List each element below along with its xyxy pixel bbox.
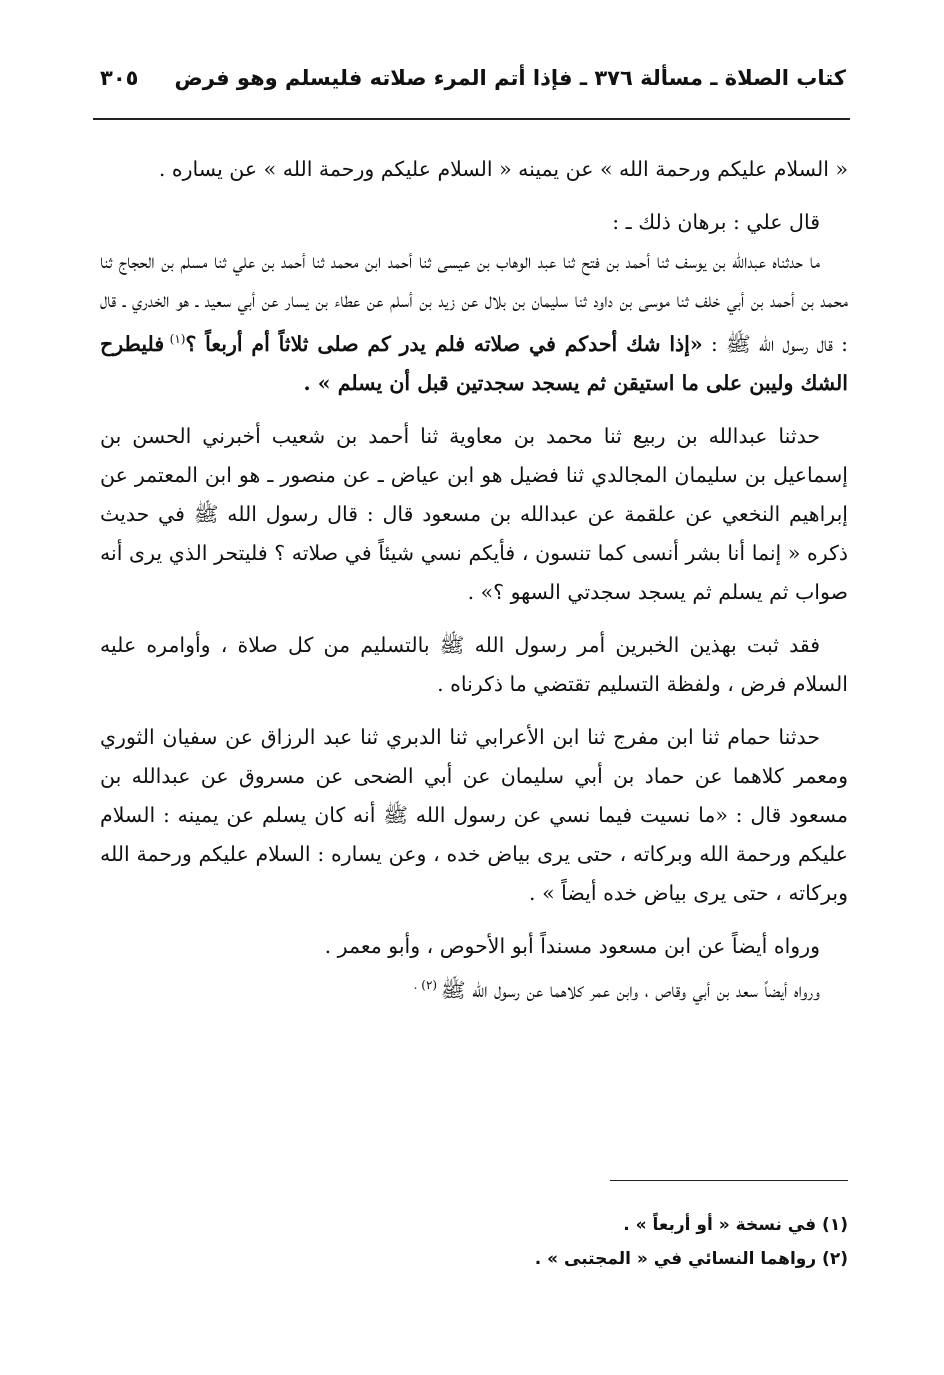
text-run: ما حدثناه عبدالله بن يوسف ثنا أحمد بن فتح ثنا عبد الوهاب بن عيسى ثنا أحمد ابن محمد ثنا أحمد بن علي ثنا مسلم بن الحجاج ثنا محمد بن أحمد بن أبي خلف ثنا موسى بن داود ثنا سليمان بن بلال عن زيد بن أسلم عن عطاء بن يسار عن أبي سعيد ـ هو الخدري ـ قال : قال رسول الله ﷺ : — [100, 249, 848, 356]
footnote-ref: (١) — [164, 332, 186, 346]
footnote-ref: (٢) . — [413, 977, 441, 992]
hadith-text: فليطرح الشك وليبن على ما استيقن ثم يسجد سجدتين قبل أن يسلم » . — [100, 331, 848, 395]
footnote-divider — [610, 1180, 848, 1181]
paragraph — [100, 927, 848, 966]
footnote-item: (١) في نسخة « أو أربعاً » . — [623, 1215, 848, 1235]
paragraph — [100, 966, 848, 1010]
paragraph — [100, 150, 848, 189]
paragraph — [100, 626, 848, 704]
text-run: قال علي : برهان ذلك ـ : — [612, 210, 820, 234]
text-run: فقد ثبت بهذين الخبرين أمر رسول الله ﷺ بالتسليم من كل صلاة ، وأوامره عليه السلام فرض ، ولفظة التسليم تقتضي ما ذكرناه . — [100, 632, 848, 696]
page-header — [100, 62, 846, 104]
footnotes — [100, 1208, 848, 1276]
text-run: ورواه أيضاً عن ابن مسعود مسنداً أبو الأحوص ، وأبو معمر . — [324, 933, 820, 958]
hadith-text: «إذا شك أحدكم في صلاته فلم يدر كم صلى ثلاثاً أم أربعاً ؟ — [185, 331, 703, 356]
paragraph — [100, 203, 848, 242]
header-divider — [93, 118, 850, 120]
text-run: حدثنا حمام ثنا ابن مفرج ثنا ابن الأعرابي ثنا الدبري ثنا عبد الرزاق عن سفيان الثوري ومعمر كلاهما عن حماد بن أبي سليمان عن أبي الضحى عن مسروق عن عبدالله بن مسعود قال : «ما نسيت فيما نسي عن رسول الله ﷺ أنه كان يسلم عن يمينه : السلام عليكم ورحمة الله وبركاته ، حتى يرى بياض خده ، وعن يساره : السلام عليكم ورحمة الله وبركاته ، حتى يرى بياض خده أيضاً » . — [100, 724, 848, 905]
main-text — [100, 150, 848, 1024]
paragraph — [100, 417, 848, 612]
text-run: ورواه أيضاً سعد بن أبي وقاص ، وابن عمر كلاهما عن رسول الله ﷺ — [440, 977, 820, 1002]
running-title: كتاب الصلاة ـ مسألة ٣٧٦ ـ فإذا أتم المرء صلاته فليسلم وهو فرض — [174, 66, 846, 90]
text-run: « السلام عليكم ورحمة الله » عن يمينه « السلام عليكم ورحمة الله » عن يساره . — [158, 157, 848, 181]
page-number: ٣٠٥ — [100, 66, 139, 90]
paragraph — [100, 718, 848, 913]
paragraph — [100, 242, 848, 403]
text-run: حدثنا عبدالله بن ربيع ثنا محمد بن معاوية ثنا أحمد بن شعيب أخبرني الحسن بن إسماعيل بن سليمان المجالدي ثنا فضيل هو ابن عياض ـ عن منصور ـ هو ابن المعتمر عن إبراهيم النخعي عن علقمة عن عبدالله بن مسعود قال : قال رسول الله ﷺ في حديث ذكره « إنما أنا بشر أنسى كما تنسون ، فأيكم نسي شيئاً في صلاته ؟ فليتحر الذي يرى أنه صواب ثم يسلم ثم يسجد سجدتي السهو ؟» . — [100, 423, 848, 604]
footnote-item: (٢) رواهما النسائي في « المجتبى » . — [534, 1249, 848, 1269]
